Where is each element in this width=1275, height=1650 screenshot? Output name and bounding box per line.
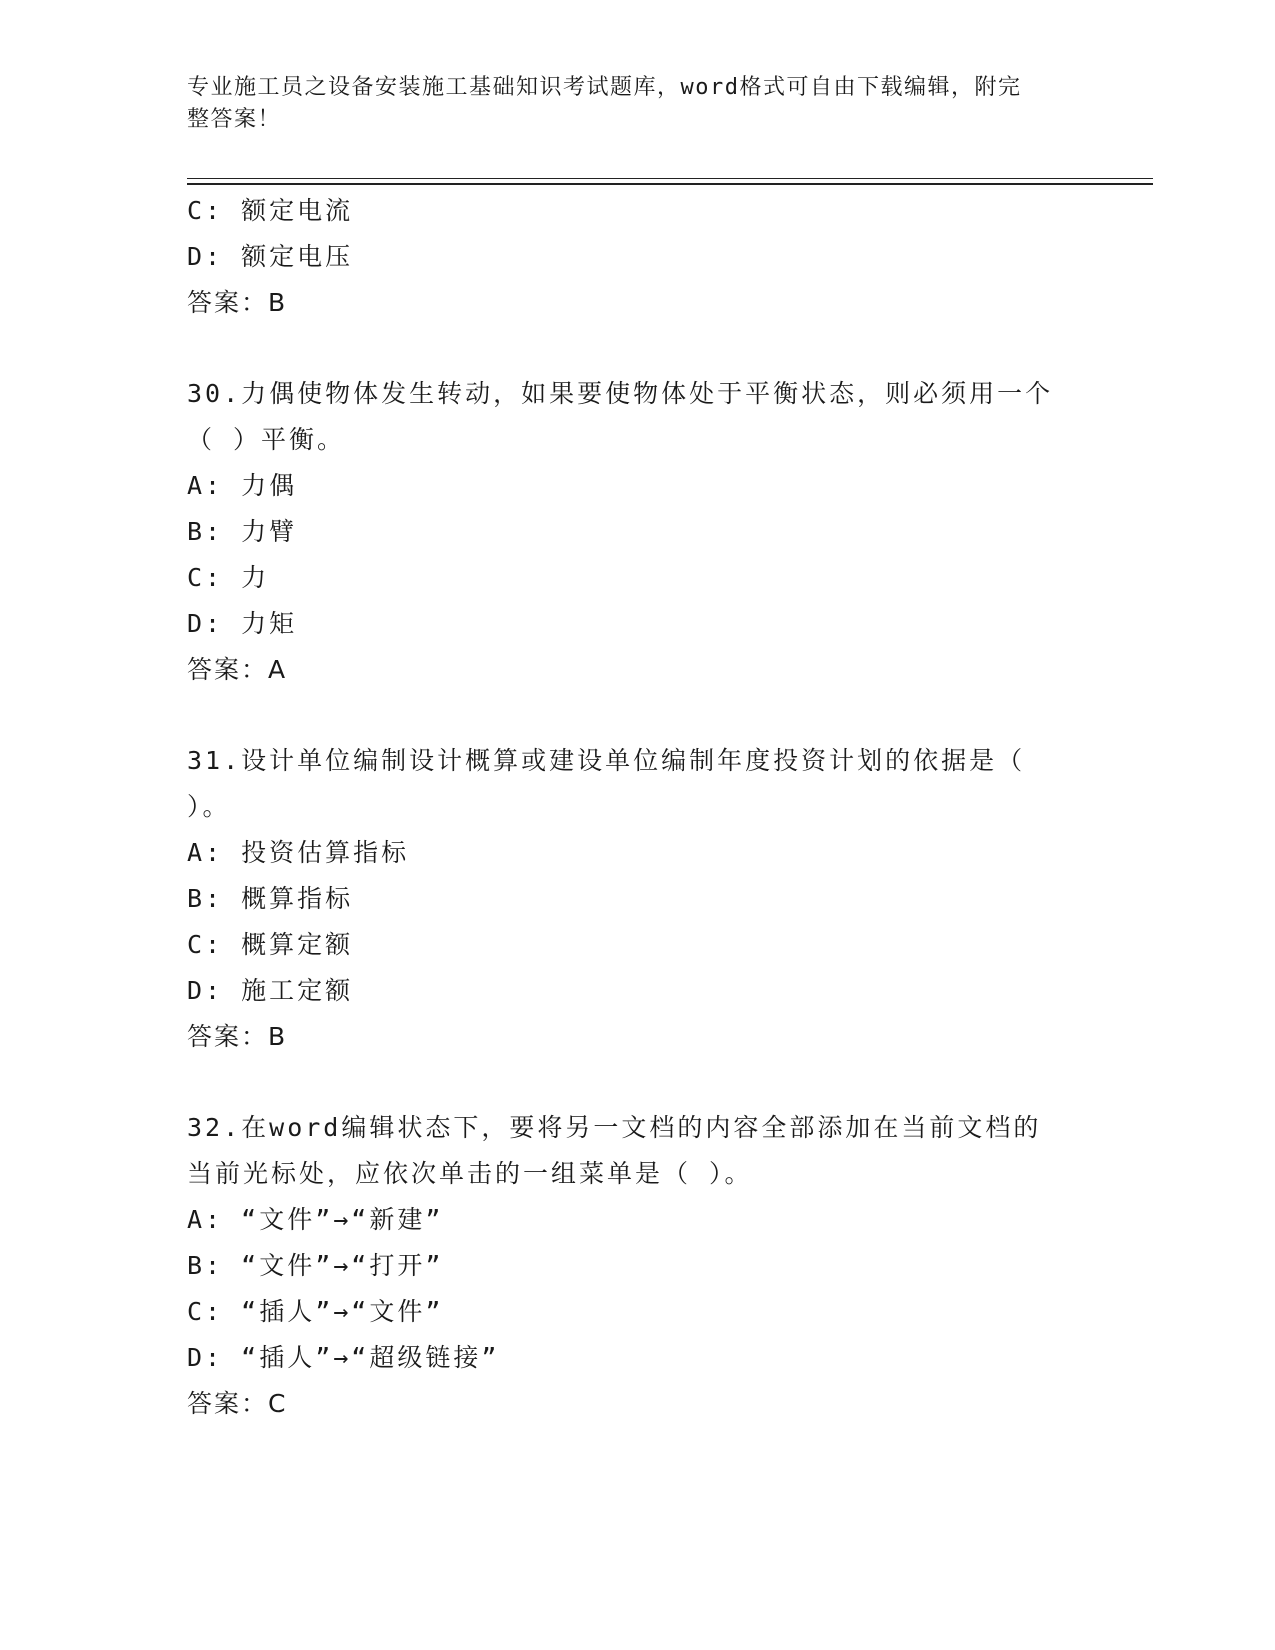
document-header: [187, 72, 1067, 136]
option-b: B: “文件”→“打开”: [187, 1251, 444, 1280]
question-stem-line-2: ）。: [187, 792, 231, 821]
question-stem-line-1: 32.在word编辑状态下，要将另一文档的内容全部添加在当前文档的: [187, 1113, 1042, 1142]
option-d: D: 施工定额: [187, 976, 354, 1005]
answer-line: 答案：A: [187, 655, 288, 684]
option-c: C: 力: [187, 563, 270, 592]
header-line-1: 专业施工员之设备安装施工基础知识考试题库，word格式可自由下载编辑，附完: [187, 75, 1022, 100]
question-30: [187, 371, 1087, 693]
option-c: C: 额定电流: [187, 196, 354, 225]
answer-line: 答案：B: [187, 1022, 288, 1051]
header-divider-thin: [187, 178, 1153, 179]
question-29-continued: [187, 188, 1087, 326]
option-c: C: “插人”→“文件”: [187, 1297, 444, 1326]
option-a: A: 投资估算指标: [187, 838, 410, 867]
answer-line: 答案：C: [187, 1389, 288, 1418]
option-d: D: 力矩: [187, 609, 298, 638]
option-a: A: 力偶: [187, 471, 298, 500]
option-b: B: 力臂: [187, 517, 298, 546]
question-content: [187, 188, 1087, 1427]
option-d: D: “插人”→“超级链接”: [187, 1343, 500, 1372]
option-d: D: 额定电压: [187, 242, 354, 271]
option-b: B: 概算指标: [187, 884, 354, 913]
header-line-2: 整答案！: [187, 107, 282, 132]
answer-line: 答案：B: [187, 288, 288, 317]
question-31: [187, 738, 1087, 1060]
question-stem-line-2: （ ）平衡。: [187, 425, 346, 454]
option-a: A: “文件”→“新建”: [187, 1205, 444, 1234]
question-32: [187, 1105, 1087, 1427]
question-stem-line-2: 当前光标处，应依次单击的一组菜单是（ ）。: [187, 1159, 753, 1188]
question-stem-line-1: 30.力偶使物体发生转动，如果要使物体处于平衡状态，则必须用一个: [187, 379, 1054, 408]
option-c: C: 概算定额: [187, 930, 354, 959]
question-stem-line-1: 31.设计单位编制设计概算或建设单位编制年度投资计划的依据是（: [187, 746, 1026, 775]
header-divider-thick: [187, 183, 1153, 185]
